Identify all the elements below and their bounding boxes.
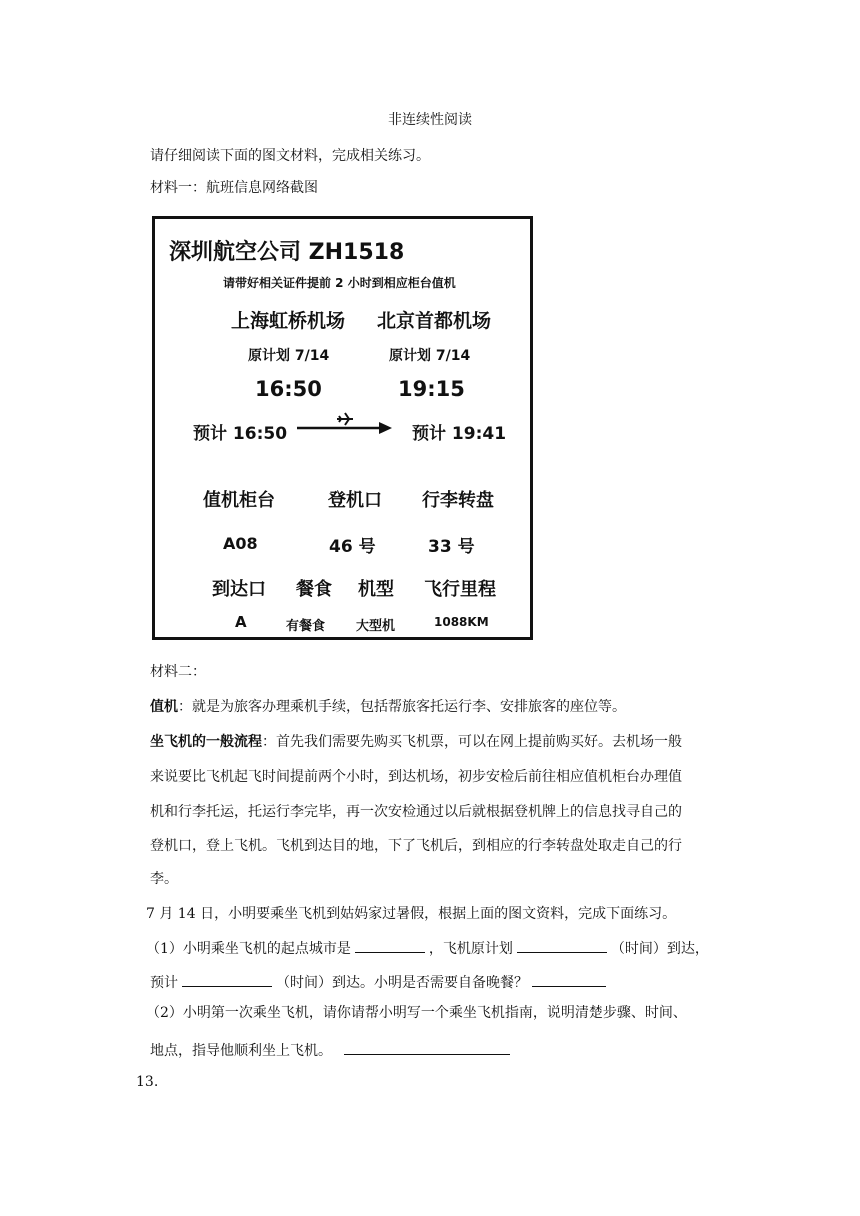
destination-airport: 北京首都机场 xyxy=(377,310,492,332)
material1-label: 材料一：航班信息网络截图 xyxy=(150,180,318,196)
definition-checkin-text: ：就是为旅客办理乘机手续，包括帮旅客托运行李、安排旅客的座位等。 xyxy=(178,699,626,715)
page-title: 非连续性阅读 xyxy=(388,112,472,128)
origin-planned-date: 原计划 7/14 xyxy=(248,348,330,364)
answer-blank-expected-time[interactable] xyxy=(182,972,272,987)
definition-checkin xyxy=(150,700,626,714)
q1-text-a: （1）小明乘坐飞机的起点城市是 xyxy=(146,941,351,957)
checkin-notice: 请带好相关证件提前 2 小时到相应柜台值机 xyxy=(223,276,456,290)
label-arrival-exit: 到达口 xyxy=(212,579,266,600)
value-baggage-carousel: 33 号 xyxy=(428,537,475,557)
q1-text-e: （时间）到达。小明是否需要自备晚餐？ xyxy=(276,975,528,991)
destination-planned-time: 19:15 xyxy=(398,377,465,401)
q1-text-d: 预计 xyxy=(150,975,178,991)
question-2-line-1: （2）小明第一次乘坐飞机，请你请帮小明写一个乘坐飞机指南，说明清楚步骤、时间、 xyxy=(146,1005,687,1021)
process-line-1 xyxy=(150,735,682,749)
question-1-line-1 xyxy=(146,938,709,956)
label-checkin-counter: 值机柜台 xyxy=(203,490,275,511)
process-line-3: 机和行李托运，托运行李完毕，再一次安检通过以后就根据登机牌上的信息找寻自己的 xyxy=(150,804,682,820)
label-boarding-gate: 登机口 xyxy=(328,490,382,511)
flight-info-card xyxy=(152,216,533,640)
label-aircraft-type: 机型 xyxy=(358,579,394,600)
airline-flight: 深圳航空公司 ZH1518 xyxy=(169,240,405,265)
question-2-line-2 xyxy=(150,1040,514,1058)
airplane-icon xyxy=(295,410,395,440)
answer-blank-planned-time[interactable] xyxy=(517,938,607,953)
term-process: 坐飞机的一般流程 xyxy=(150,734,262,750)
origin-expected-time: 预计 16:50 xyxy=(193,424,288,444)
q1-text-b: ，飞机原计划 xyxy=(428,941,513,957)
process-line-2: 来说要比飞机起飞时间提前两个小时，到达机场，初步安检后前往相应值机柜台办理值 xyxy=(150,769,682,785)
value-flight-distance: 1088KM xyxy=(434,615,489,629)
q2-text: 地点，指导他顺利坐上飞机。 xyxy=(150,1043,332,1059)
process-text-1: ：首先我们需要先购买飞机票，可以在网上提前购买好。去机场一般 xyxy=(262,734,682,750)
question-intro: 7 月 14 日，小明要乘坐飞机到姑妈家过暑假，根据上面的图文资料，完成下面练习。 xyxy=(146,906,677,922)
process-line-4: 登机口，登上飞机。飞机到达目的地，下了飞机后，到相应的行李转盘处取走自己的行 xyxy=(150,838,682,854)
answer-blank-guide[interactable] xyxy=(344,1040,510,1055)
term-checkin: 值机 xyxy=(150,699,178,715)
label-flight-distance: 飞行里程 xyxy=(424,579,496,600)
label-baggage-carousel: 行李转盘 xyxy=(422,490,494,511)
value-meal: 有餐食 xyxy=(286,619,326,634)
value-arrival-exit: A xyxy=(235,613,247,631)
label-meal: 餐食 xyxy=(296,579,332,600)
answer-blank-origin-city[interactable] xyxy=(355,938,425,953)
value-boarding-gate: 46 号 xyxy=(329,537,376,557)
value-checkin-counter: A08 xyxy=(223,534,258,553)
question-1-line-2 xyxy=(150,972,610,990)
item-number: 13. xyxy=(136,1074,159,1090)
origin-planned-time: 16:50 xyxy=(255,377,322,401)
intro-text: 请仔细阅读下面的图文材料，完成相关练习。 xyxy=(150,148,430,164)
process-line-5: 李。 xyxy=(150,871,178,887)
origin-airport: 上海虹桥机场 xyxy=(231,310,346,332)
destination-planned-date: 原计划 7/14 xyxy=(389,348,471,364)
answer-blank-dinner[interactable] xyxy=(532,972,606,987)
q1-text-c: （时间）到达， xyxy=(610,941,709,957)
material2-label: 材料二： xyxy=(150,664,206,680)
destination-expected-time: 预计 19:41 xyxy=(412,424,507,444)
value-aircraft-type: 大型机 xyxy=(356,619,396,634)
